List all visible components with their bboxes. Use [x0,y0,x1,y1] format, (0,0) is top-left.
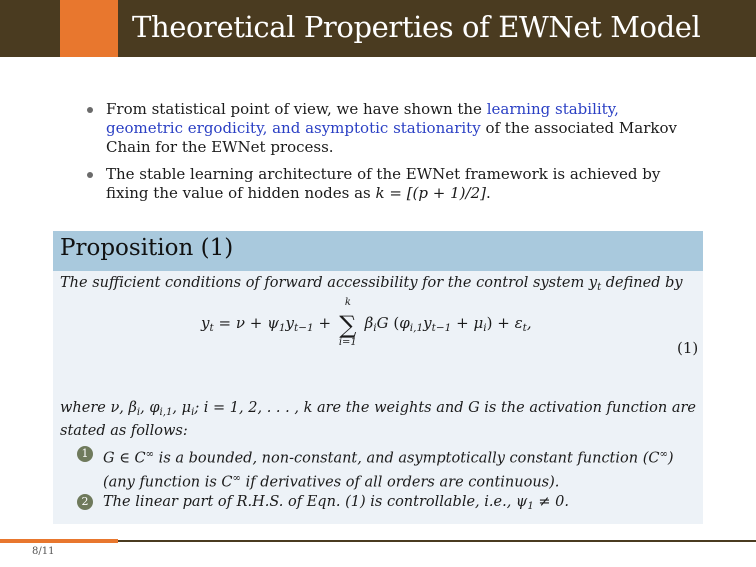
item-2-end: ≠ 0. [533,494,569,510]
slide-title: Theoretical Properties of EWNet Model [132,10,701,44]
bullet-2-text: The stable learning architecture of the EWNet framework is achieved by fixing the value of hidden nodes as [106,165,661,202]
item-1-text-d: if derivatives of all orders are continuous). [240,474,560,491]
where-text-2: , φ [140,400,160,416]
equation-number: (1) [677,339,699,357]
footer-accent-line [0,539,118,543]
bullet-2-formula: k = [(p + 1)/2] [375,184,486,202]
equation: $y_t = \nu + \psi_1y_{t-1}$ + ∑ k i=1 $\beta_iG$ $(\varphi_{i,1}y_{t-1} + \mu_i) + \varepsilon_t$, [201,297,532,348]
bullet-2-text-end: . [485,184,491,202]
footer-line [118,540,756,542]
bullet-1-highlight: learning stability, geometric ergodicity, and asymptotic stationarity [106,100,619,137]
enum-badge-icon: 2 [77,494,93,510]
proposition-intro [60,275,683,293]
bullet-1-text: From statistical point of view, we have shown the [106,100,487,118]
page-number: 8/11 [32,546,55,557]
item-1-text-a: G ∈ C [103,450,146,467]
sum-lower-limit: i=1 [338,337,357,348]
enum-badge-icon: 1 [77,446,93,462]
bullet-item-1 [84,100,684,157]
item-2-sub: 1 [527,501,534,513]
title-accent-block [60,0,118,57]
bullet-dot-icon [87,172,93,178]
bullet-list [84,100,684,211]
where-text: where ν, β [60,400,137,416]
bullet-1-text-end: of the associated Markov Chain for the EWNet process. [106,119,677,156]
item-1-text-c: ) (any function is C [103,450,674,491]
intro-text: The sufficient conditions of forward accessibility for the control system [60,275,585,291]
where-text-4: ; i = 1, 2, . . . , k are the weights and G is the activation function are stated as follows: [60,400,696,440]
proposition-header [53,231,703,271]
summation-symbol: ∑ k i=1 [336,311,360,339]
intro-var: y [588,275,598,291]
where-text-3: , μ [172,400,192,416]
item-1-text-b: is a bounded, non-constant, and asymptotically constant function (C [154,450,660,467]
condition-item-1: 1 G ∈ C∞ is a bounded, non-constant, and asymptotically constant function (C∞) (any function is C∞ if derivatives of all orders are continuous). [79,445,699,492]
intro-end: defined by [601,275,683,291]
item-2-text: The linear part of R.H.S. of Eqn. (1) is controllable, i.e., ψ [103,494,528,510]
sum-upper-limit: k [344,297,351,308]
proposition-body [53,271,703,524]
intro-var-sub: t [597,282,602,294]
bullet-dot-icon [87,107,93,113]
condition-item-2 [79,493,699,516]
proposition-where: where ν, $\beta_i$, $\varphi_{i,1}$, $\mu_i$; i = 1, 2, . . . , k are the weights and G is the activation function are stated as follows: [60,400,696,440]
bullet-item-2 [84,165,684,203]
proposition-title: Proposition (1) [60,235,234,261]
